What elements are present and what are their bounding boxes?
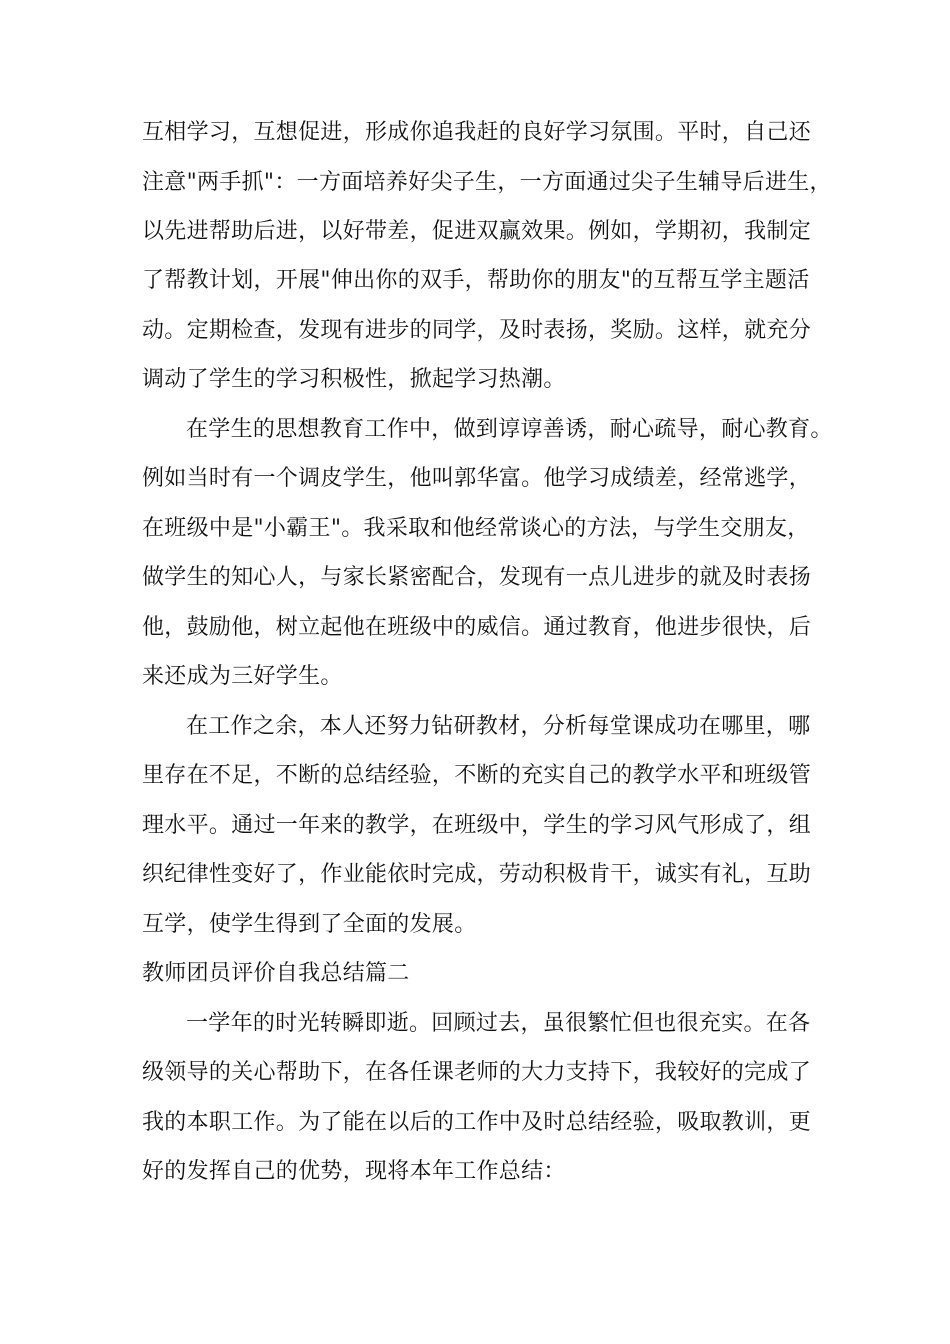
paragraph-3-line-5: 互学，使学生得到了全面的发展。 <box>142 912 477 937</box>
paragraph-4-line-1: 一学年的时光转瞬即逝。回顾过去，虽很繁忙但也很充实。在各 <box>186 1011 811 1036</box>
paragraph-2-line-4: 做学生的知心人，与家长紧密配合，发现有一点儿进步的就及时表扬 <box>142 565 812 590</box>
paragraph-1-line-5: 动。定期检查，发现有进步的同学，及时表扬，奖励。这样，就充分 <box>142 318 812 343</box>
paragraph-2-line-2: 例如当时有一个调皮学生，他叫郭华富。他学习成绩差，经常逃学， <box>142 466 812 491</box>
paragraph-1-line-4: 了帮教计划，开展"伸出你的双手，帮助你的朋友"的互帮互学主题活 <box>142 268 810 293</box>
paragraph-4-line-2: 级领导的关心帮助下，在各任课老师的大力支持下，我较好的完成了 <box>142 1060 812 1085</box>
paragraph-3-line-4: 织纪律性变好了，作业能依时完成，劳动积极肯干，诚实有礼，互助 <box>142 862 812 887</box>
section-heading: 教师团员评价自我总结篇二 <box>142 961 410 986</box>
paragraph-2-line-6: 来还成为三好学生。 <box>142 664 343 689</box>
paragraph-4-line-4: 好的发挥自己的优势，现将本年工作总结： <box>142 1159 566 1184</box>
paragraph-1-line-3: 以先进帮助后进，以好带差，促进双赢效果。例如，学期初，我制定 <box>142 219 812 244</box>
paragraph-4-line-3: 我的本职工作。为了能在以后的工作中及时总结经验，吸取教训，更 <box>142 1110 812 1135</box>
paragraph-3-line-3: 理水平。通过一年来的教学，在班级中，学生的学习风气形成了，组 <box>142 813 812 838</box>
paragraph-3-line-2: 里存在不足，不断的总结经验，不断的充实自己的教学水平和班级管 <box>142 763 812 788</box>
paragraph-2-line-5: 他，鼓励他，树立起他在班级中的威信。通过教育，他进步很快，后 <box>142 615 812 640</box>
paragraph-2-line-1: 在学生的思想教育工作中，做到谆谆善诱，耐心疏导，耐心教育。 <box>186 417 833 442</box>
paragraph-3-line-1: 在工作之余，本人还努力钻研教材，分析每堂课成功在哪里，哪 <box>186 714 811 739</box>
paragraph-1-line-1: 互相学习，互想促进，形成你追我赶的良好学习氛围。平时，自己还 <box>142 120 812 145</box>
paragraph-1-line-2: 注意"两手抓"：一方面培养好尖子生，一方面通过尖子生辅导后进生， <box>142 170 832 195</box>
paragraph-1-line-6: 调动了学生的学习积极性，掀起学习热潮。 <box>142 367 566 392</box>
paragraph-2-line-3: 在班级中是"小霸王"。我采取和他经常谈心的方法，与学生交朋友， <box>142 516 810 541</box>
